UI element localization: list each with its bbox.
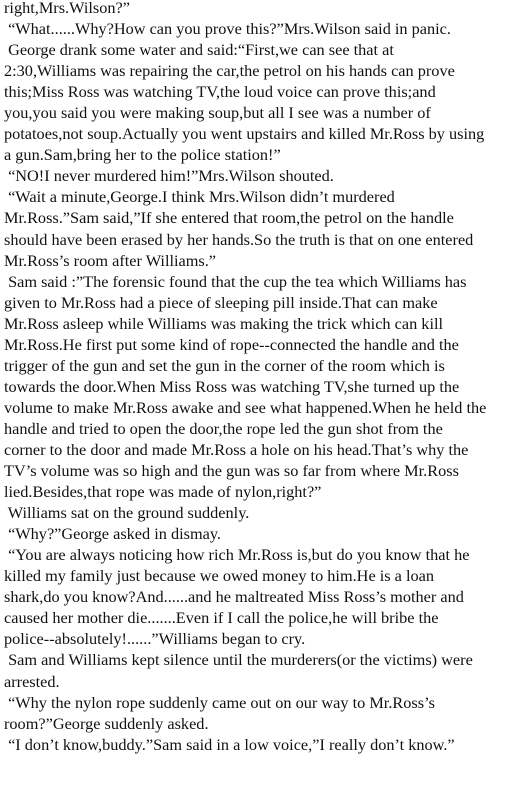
text-line: you,you said you were making soup,but all I see was a number of bbox=[4, 103, 431, 123]
text-line: Mr.Ross.”Sam said,”If she entered that room,the petrol on the handle bbox=[4, 208, 454, 228]
text-line: lied.Besides,that rope was made of nylon,right?” bbox=[4, 482, 322, 502]
text-line: “I don’t know,buddy.”Sam said in a low voice,”I really don’t know.” bbox=[4, 734, 455, 754]
text-line: “Why?”George asked in dismay. bbox=[4, 524, 222, 544]
text-line: Sam said :”The forensic found that the cup the tea which Williams has bbox=[4, 271, 467, 291]
text-line: potatoes,not soup.Actually you went upstairs and killed Mr.Ross by using bbox=[4, 124, 485, 144]
text-line: given to Mr.Ross had a piece of sleeping pill inside.That can make bbox=[4, 292, 438, 312]
text-line: should have been erased by her hands.So the truth is that on one entered bbox=[4, 229, 474, 249]
text-line: Mr.Ross asleep while Williams was making the trick which can kill bbox=[4, 313, 444, 333]
text-line: “Why the nylon rope suddenly came out on our way to Mr.Ross’s bbox=[4, 692, 435, 712]
text-line: police--absolutely!......”Williams began to cry. bbox=[4, 629, 306, 649]
text-line: killed my family just because we owed money to him.He is a loan bbox=[4, 566, 434, 586]
text-line: TV’s volume was so high and the gun was so far from where Mr.Ross bbox=[4, 461, 459, 481]
text-line: right,Mrs.Wilson?” bbox=[4, 0, 130, 17]
text-line: caused her mother die.......Even if I call the police,he will bribe the bbox=[4, 608, 439, 628]
text-line: George drank some water and said:“First,we can see that at bbox=[4, 40, 394, 60]
text-line: a gun.Sam,bring her to the police station!” bbox=[4, 145, 281, 165]
text-line: “What......Why?How can you prove this?”Mrs.Wilson said in panic. bbox=[4, 19, 451, 39]
text-line: “You are always noticing how rich Mr.Ross is,but do you know that he bbox=[4, 545, 470, 565]
document-page bbox=[4, 0, 529, 755]
text-line: handle and tried to open the door,the rope led the gun shot from the bbox=[4, 418, 443, 438]
text-line: arrested. bbox=[4, 671, 60, 691]
text-line: Mr.Ross’s room after Williams.” bbox=[4, 250, 217, 270]
text-line: room?”George suddenly asked. bbox=[4, 713, 209, 733]
text-line: Williams sat on the ground suddenly. bbox=[4, 503, 250, 523]
text-line: “Wait a minute,George.I think Mrs.Wilson didn’t murdered bbox=[4, 187, 395, 207]
text-line: Mr.Ross.He first put some kind of rope--connected the handle and the bbox=[4, 334, 459, 354]
text-line: “NO!I never murdered him!”Mrs.Wilson shouted. bbox=[4, 166, 334, 186]
text-line: this;Miss Ross was watching TV,the loud voice can prove this;and bbox=[4, 82, 436, 102]
text-line: shark,do you know?And......and he maltreated Miss Ross’s mother and bbox=[4, 587, 464, 607]
text-line: corner to the door and made Mr.Ross a hole on his head.That’s why the bbox=[4, 439, 469, 459]
text-line: towards the door.When Miss Ross was watching TV,she turned up the bbox=[4, 376, 460, 396]
text-line: trigger of the gun and set the gun in the corner of the room which is bbox=[4, 355, 445, 375]
text-line: volume to make Mr.Ross awake and see what happened.When he held the bbox=[4, 397, 487, 417]
text-line: Sam and Williams kept silence until the murderers(or the victims) were bbox=[4, 650, 473, 670]
text-line: 2:30,Williams was repairing the car,the petrol on his hands can prove bbox=[4, 61, 455, 81]
